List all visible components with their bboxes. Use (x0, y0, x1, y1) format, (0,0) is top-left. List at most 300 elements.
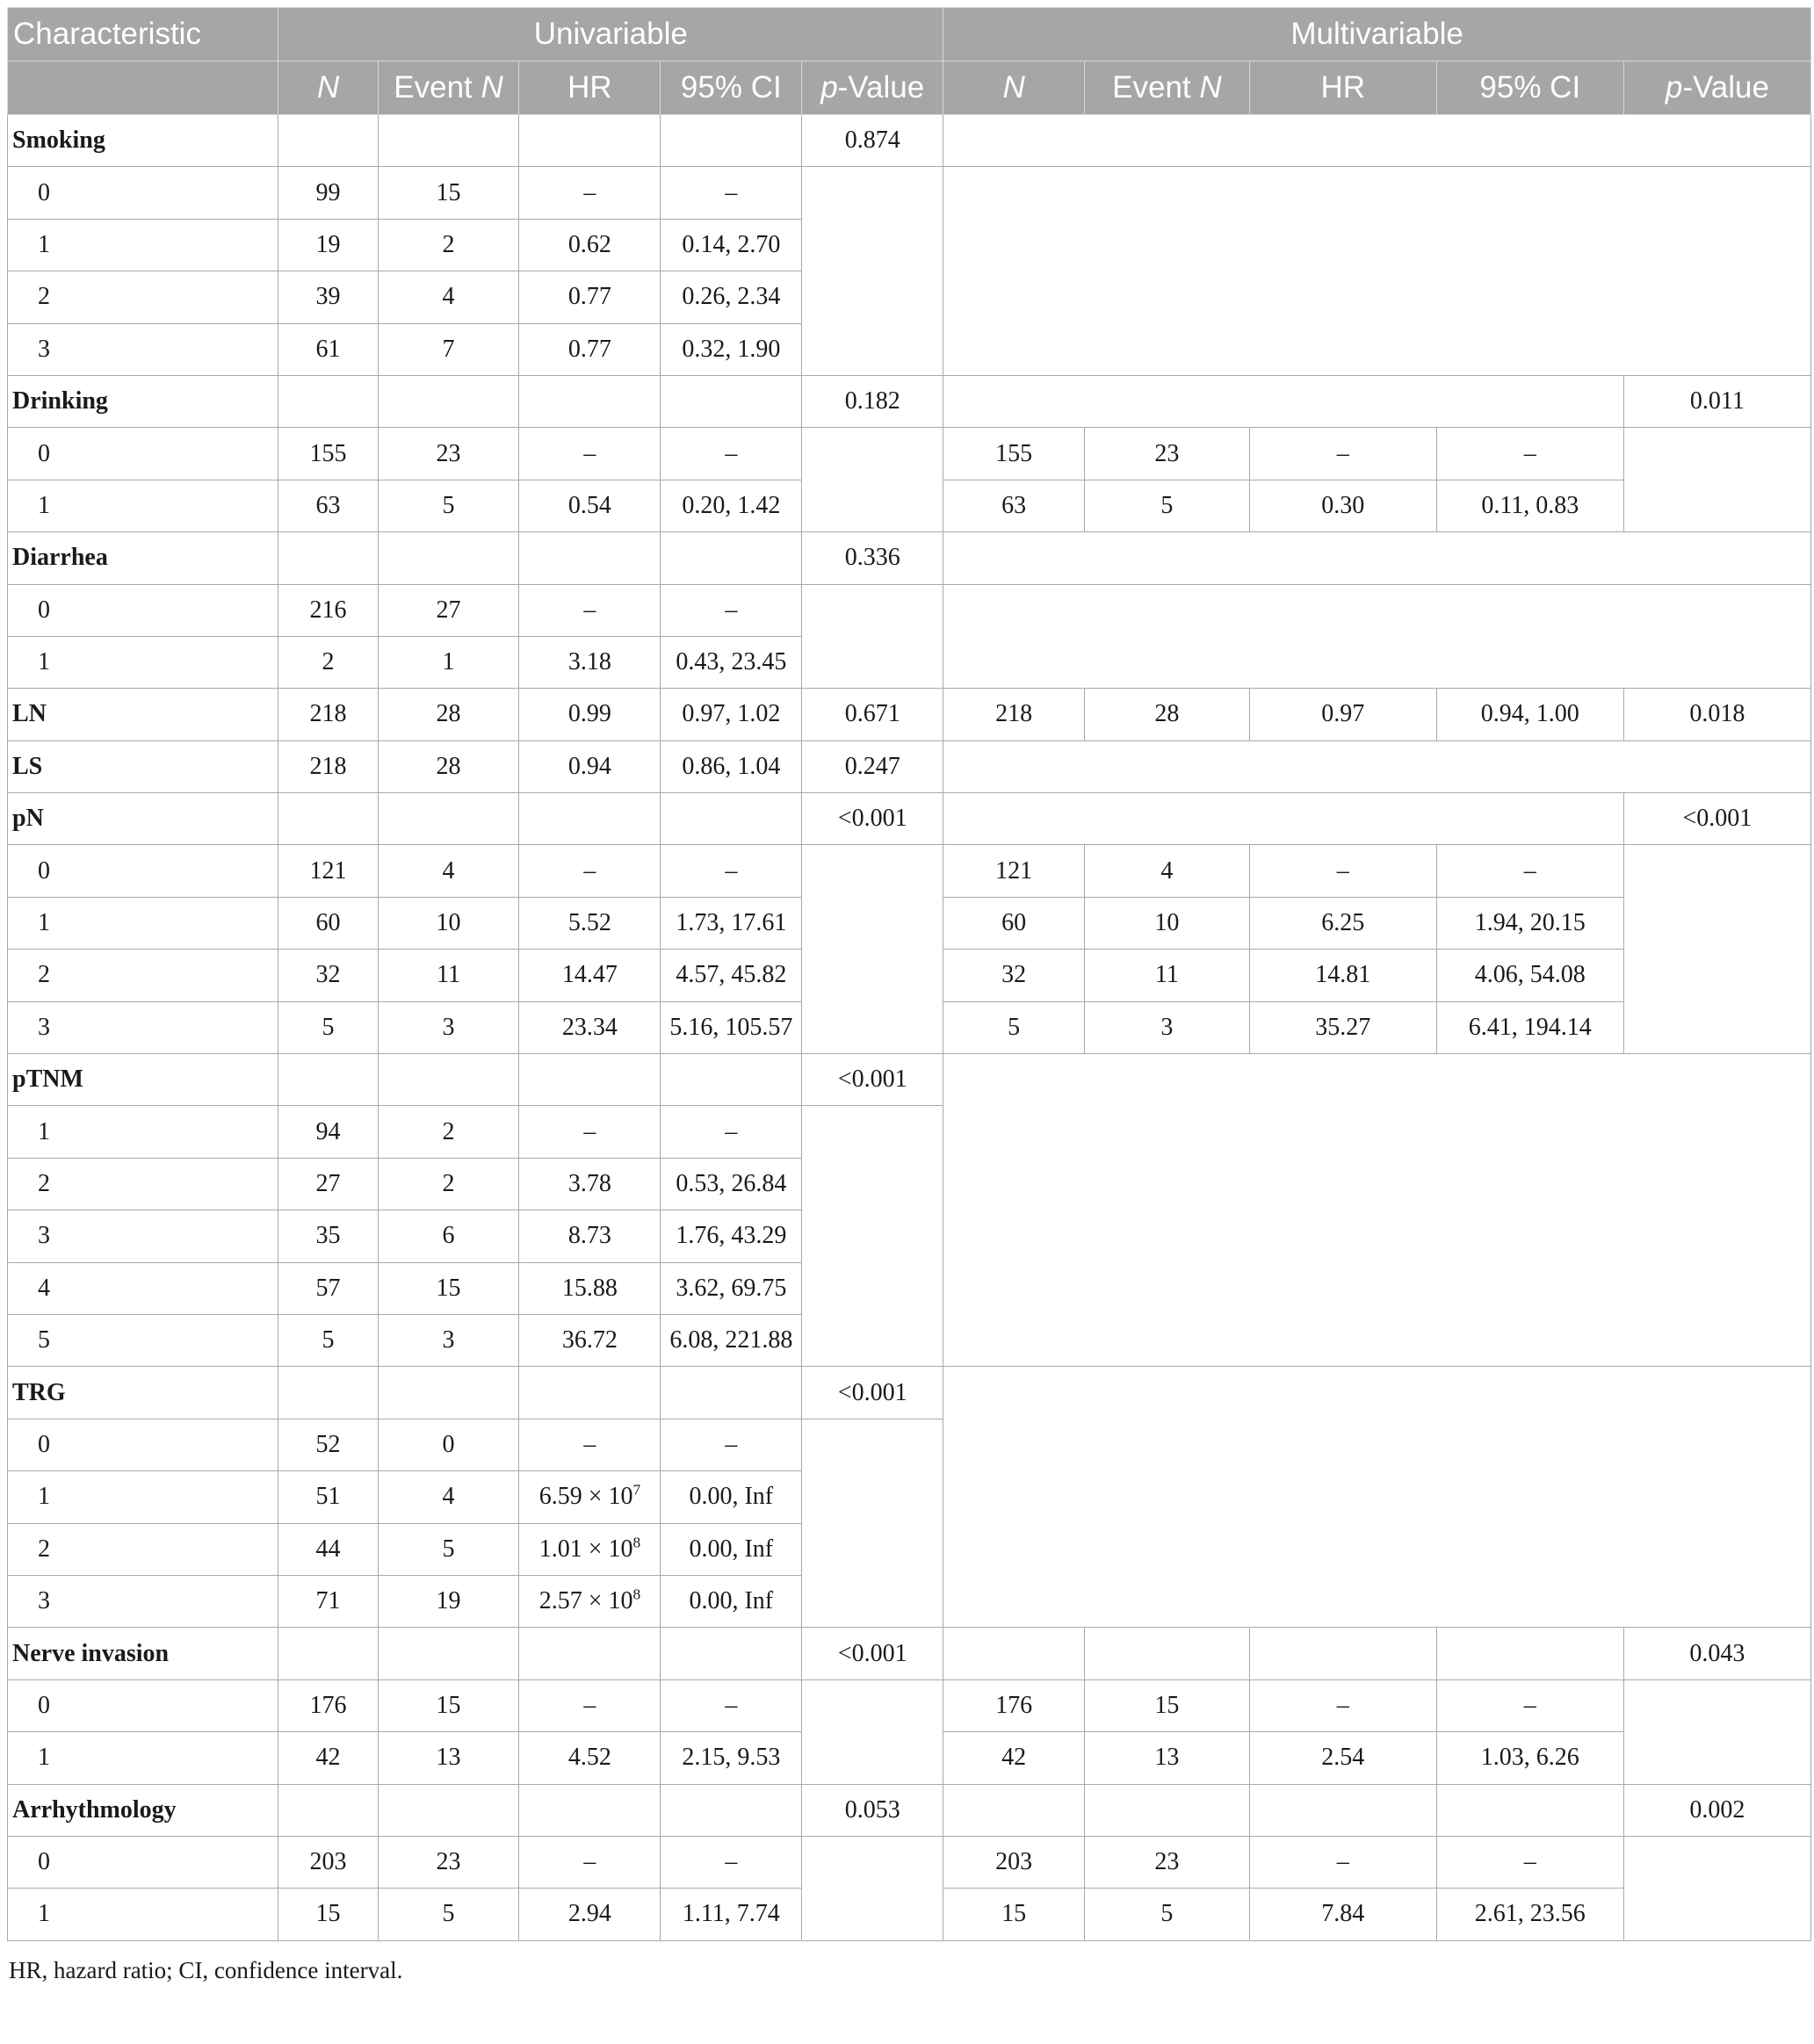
level-label: 2 (8, 950, 278, 1001)
univariable-p-value-header: p-Value (802, 61, 943, 115)
univariable-hr: 0.99 (519, 689, 661, 740)
multivariable-empty (943, 532, 1811, 584)
univariable-n: 44 (278, 1523, 378, 1575)
univariable-hr: 3.78 (519, 1158, 661, 1210)
univariable-p-value: <0.001 (802, 1054, 943, 1106)
empty-cell (661, 1628, 802, 1679)
empty-cell (661, 375, 802, 427)
univariable-p-value-empty (802, 428, 943, 532)
empty-cell (278, 1367, 378, 1419)
multivariable-event-n: 4 (1085, 845, 1250, 897)
multivariable-event-n: 5 (1085, 1889, 1250, 1940)
empty-cell (1436, 1628, 1623, 1679)
univariable-hr: 4.52 (519, 1732, 661, 1784)
univariable-event-n: 4 (378, 1471, 519, 1523)
univariable-header: Univariable (278, 8, 943, 61)
multivariable-p-value: 0.011 (1623, 375, 1810, 427)
univariable-p-value-empty (802, 1679, 943, 1784)
characteristic-header: Characteristic (8, 8, 278, 61)
univariable-hr: – (519, 428, 661, 480)
univariable-n: 19 (278, 219, 378, 271)
empty-cell (378, 375, 519, 427)
empty-cell (278, 1628, 378, 1679)
multivariable-event-n: 23 (1085, 428, 1250, 480)
univariable-event-n: 15 (378, 167, 519, 219)
univariable-hr: 0.77 (519, 271, 661, 323)
level-label: 0 (8, 845, 278, 897)
multivariable-empty (943, 167, 1811, 376)
multivariable-hr: 0.30 (1249, 480, 1436, 531)
univariable-hr: 3.18 (519, 636, 661, 688)
multivariable-empty (943, 1367, 1811, 1628)
table-page (7, 7, 1811, 1984)
univariable-event-n: 5 (378, 1523, 519, 1575)
univariable-ci: 1.73, 17.61 (661, 897, 802, 949)
univariable-ci: – (661, 1106, 802, 1158)
multivariable-p-value-empty (1623, 428, 1810, 532)
multivariable-n: 203 (943, 1836, 1085, 1888)
empty-cell (519, 1784, 661, 1836)
empty-cell (519, 1367, 661, 1419)
multivariable-event-n-header: Event N (1085, 61, 1250, 115)
univariable-n: 176 (278, 1679, 378, 1731)
univariable-event-n: 5 (378, 1889, 519, 1940)
univariable-hr: 5.52 (519, 897, 661, 949)
univariable-p-value-empty (802, 845, 943, 1054)
univariable-event-n: 11 (378, 950, 519, 1001)
multivariable-ci-header: 95% CI (1436, 61, 1623, 115)
univariable-n: 94 (278, 1106, 378, 1158)
univariable-hr: – (519, 1419, 661, 1470)
empty-cell (278, 1784, 378, 1836)
empty-cell (378, 115, 519, 167)
multivariable-n: 60 (943, 897, 1085, 949)
multivariable-ci: 0.94, 1.00 (1436, 689, 1623, 740)
univariable-p-value: <0.001 (802, 1628, 943, 1679)
multivariable-event-n: 11 (1085, 950, 1250, 1001)
table-body (8, 115, 1811, 1941)
multivariable-ci: 6.41, 194.14 (1436, 1001, 1623, 1053)
univariable-hr: 8.73 (519, 1210, 661, 1262)
univariable-hr: – (519, 1836, 661, 1888)
level-label: 0 (8, 1419, 278, 1470)
level-label: 0 (8, 1679, 278, 1731)
empty-cell (661, 1784, 802, 1836)
empty-cell (661, 115, 802, 167)
univariable-p-value-empty (802, 584, 943, 689)
univariable-ci: – (661, 428, 802, 480)
univariable-n: 216 (278, 584, 378, 636)
empty-cell (661, 1367, 802, 1419)
univariable-ci: 0.86, 1.04 (661, 740, 802, 792)
univariable-hr: $2.57 \times 10^8$ (519, 1575, 661, 1627)
univariable-n: 218 (278, 740, 378, 792)
univariable-n: 5 (278, 1001, 378, 1053)
multivariable-event-n: 10 (1085, 897, 1250, 949)
empty-cell (1085, 1784, 1250, 1836)
empty-cell (278, 115, 378, 167)
multivariable-p-value: <0.001 (1623, 793, 1810, 845)
univariable-n: 51 (278, 1471, 378, 1523)
univariable-hr: $6.59 \times 10^7$ (519, 1471, 661, 1523)
univariable-n: 2 (278, 636, 378, 688)
empty-cell (378, 793, 519, 845)
table-row (8, 428, 1811, 480)
univariable-ci: 0.32, 1.90 (661, 323, 802, 375)
empty-cell (943, 1784, 1085, 1836)
univariable-n: 42 (278, 1732, 378, 1784)
univariable-n-header: N (278, 61, 378, 115)
multivariable-ci: – (1436, 428, 1623, 480)
univariable-ci: 2.15, 9.53 (661, 1732, 802, 1784)
characteristic-subheader (8, 61, 278, 115)
univariable-n: 15 (278, 1889, 378, 1940)
level-label: 0 (8, 428, 278, 480)
univariable-p-value: 0.247 (802, 740, 943, 792)
multivariable-ci: 4.06, 54.08 (1436, 950, 1623, 1001)
variable-label: LS (8, 740, 278, 792)
univariable-hr: $1.01 \times 10^8$ (519, 1523, 661, 1575)
multivariable-ci: 2.61, 23.56 (1436, 1889, 1623, 1940)
empty-cell (378, 1054, 519, 1106)
level-label: 1 (8, 1732, 278, 1784)
univariable-n: 52 (278, 1419, 378, 1470)
univariable-hr: – (519, 167, 661, 219)
multivariable-hr: – (1249, 845, 1436, 897)
univariable-p-value: 0.053 (802, 1784, 943, 1836)
univariable-hr: 0.94 (519, 740, 661, 792)
header-column-row (8, 61, 1811, 115)
multivariable-hr: 0.97 (1249, 689, 1436, 740)
multivariable-p-value: 0.002 (1623, 1784, 1810, 1836)
univariable-n: 57 (278, 1262, 378, 1314)
variable-label: pTNM (8, 1054, 278, 1106)
multivariable-ci: – (1436, 1836, 1623, 1888)
univariable-event-n: 4 (378, 845, 519, 897)
univariable-ci: 3.62, 69.75 (661, 1262, 802, 1314)
table-row (8, 793, 1811, 845)
variable-label: pN (8, 793, 278, 845)
multivariable-n-header: N (943, 61, 1085, 115)
table-row (8, 584, 1811, 636)
univariable-n: 155 (278, 428, 378, 480)
univariable-n: 35 (278, 1210, 378, 1262)
table-row (8, 115, 1811, 167)
multivariable-event-n: 28 (1085, 689, 1250, 740)
univariable-ci: 0.00, Inf (661, 1471, 802, 1523)
univariable-ci: 4.57, 45.82 (661, 950, 802, 1001)
univariable-p-value-empty (802, 1106, 943, 1367)
multivariable-event-n: 3 (1085, 1001, 1250, 1053)
univariable-event-n-header: Event N (378, 61, 519, 115)
level-label: 1 (8, 480, 278, 531)
level-label: 1 (8, 897, 278, 949)
variable-label: TRG (8, 1367, 278, 1419)
level-label: 1 (8, 1106, 278, 1158)
univariable-event-n: 4 (378, 271, 519, 323)
header-group-row (8, 8, 1811, 61)
level-label: 0 (8, 1836, 278, 1888)
univariable-n: 27 (278, 1158, 378, 1210)
table-row (8, 1836, 1811, 1888)
empty-cell (519, 375, 661, 427)
multivariable-hr: – (1249, 1679, 1436, 1731)
univariable-n: 121 (278, 845, 378, 897)
univariable-n: 63 (278, 480, 378, 531)
univariable-event-n: 3 (378, 1001, 519, 1053)
univariable-hr: 2.94 (519, 1889, 661, 1940)
univariable-ci: 6.08, 221.88 (661, 1314, 802, 1366)
multivariable-p-value-header: p-Value (1623, 61, 1810, 115)
univariable-p-value-empty (802, 1836, 943, 1940)
univariable-ci: 0.14, 2.70 (661, 219, 802, 271)
univariable-ci: – (661, 1419, 802, 1470)
univariable-n: 32 (278, 950, 378, 1001)
empty-cell (519, 532, 661, 584)
table-row (8, 689, 1811, 740)
multivariable-p-value-empty (1623, 1836, 1810, 1940)
empty-cell (519, 115, 661, 167)
level-label: 1 (8, 219, 278, 271)
multivariable-p-value: 0.018 (1623, 689, 1810, 740)
empty-cell (378, 532, 519, 584)
univariable-n: 99 (278, 167, 378, 219)
empty-cell (661, 532, 802, 584)
univariable-hr: 14.47 (519, 950, 661, 1001)
empty-cell (519, 1628, 661, 1679)
univariable-hr: 23.34 (519, 1001, 661, 1053)
univariable-hr: 0.62 (519, 219, 661, 271)
univariable-ci: – (661, 167, 802, 219)
univariable-event-n: 7 (378, 323, 519, 375)
multivariable-hr: 2.54 (1249, 1732, 1436, 1784)
univariable-ci: 1.76, 43.29 (661, 1210, 802, 1262)
empty-cell (278, 532, 378, 584)
univariable-ci: 0.00, Inf (661, 1575, 802, 1627)
multivariable-header: Multivariable (943, 8, 1811, 61)
univariable-n: 39 (278, 271, 378, 323)
variable-label: Arrhythmology (8, 1784, 278, 1836)
regression-table (7, 7, 1811, 1941)
level-label: 5 (8, 1314, 278, 1366)
table-row (8, 1679, 1811, 1731)
multivariable-n: 42 (943, 1732, 1085, 1784)
univariable-n: 203 (278, 1836, 378, 1888)
table-row (8, 845, 1811, 897)
univariable-event-n: 19 (378, 1575, 519, 1627)
univariable-event-n: 1 (378, 636, 519, 688)
table-row (8, 1784, 1811, 1836)
univariable-event-n: 15 (378, 1262, 519, 1314)
multivariable-hr: 35.27 (1249, 1001, 1436, 1053)
multivariable-ci: – (1436, 1679, 1623, 1731)
empty-cell (519, 1054, 661, 1106)
univariable-event-n: 3 (378, 1314, 519, 1366)
univariable-n: 61 (278, 323, 378, 375)
univariable-ci: 0.26, 2.34 (661, 271, 802, 323)
empty-cell (378, 1628, 519, 1679)
multivariable-n: 32 (943, 950, 1085, 1001)
variable-label: Nerve invasion (8, 1628, 278, 1679)
univariable-p-value-empty (802, 1419, 943, 1628)
univariable-event-n: 2 (378, 219, 519, 271)
univariable-event-n: 0 (378, 1419, 519, 1470)
multivariable-ci: 1.94, 20.15 (1436, 897, 1623, 949)
level-label: 3 (8, 323, 278, 375)
multivariable-hr: – (1249, 428, 1436, 480)
multivariable-hr-header: HR (1249, 61, 1436, 115)
table-footnote: HR, hazard ratio; CI, confidence interval. (9, 1956, 403, 1983)
multivariable-n: 5 (943, 1001, 1085, 1053)
univariable-ci: 1.11, 7.74 (661, 1889, 802, 1940)
multivariable-empty (943, 115, 1811, 167)
univariable-n: 5 (278, 1314, 378, 1366)
univariable-event-n: 23 (378, 1836, 519, 1888)
multivariable-empty (943, 1054, 1811, 1367)
multivariable-event-n: 5 (1085, 480, 1250, 531)
level-label: 2 (8, 271, 278, 323)
univariable-ci: 0.00, Inf (661, 1523, 802, 1575)
univariable-ci-header: 95% CI (661, 61, 802, 115)
univariable-hr: – (519, 845, 661, 897)
univariable-ci: – (661, 1836, 802, 1888)
multivariable-hr: – (1249, 1836, 1436, 1888)
univariable-hr: – (519, 1679, 661, 1731)
empty-cell (943, 375, 1624, 427)
empty-cell (661, 793, 802, 845)
level-label: 1 (8, 1889, 278, 1940)
multivariable-event-n: 23 (1085, 1836, 1250, 1888)
table-row (8, 1054, 1811, 1106)
univariable-event-n: 28 (378, 689, 519, 740)
empty-cell (278, 1054, 378, 1106)
table-row (8, 1367, 1811, 1419)
multivariable-ci: 1.03, 6.26 (1436, 1732, 1623, 1784)
univariable-hr: – (519, 1106, 661, 1158)
univariable-hr: 0.54 (519, 480, 661, 531)
univariable-ci: – (661, 1679, 802, 1731)
variable-label: Diarrhea (8, 532, 278, 584)
multivariable-p-value: 0.043 (1623, 1628, 1810, 1679)
table-header (8, 8, 1811, 115)
univariable-p-value: 0.874 (802, 115, 943, 167)
table-row (8, 167, 1811, 219)
level-label: 3 (8, 1575, 278, 1627)
univariable-event-n: 13 (378, 1732, 519, 1784)
empty-cell (1249, 1784, 1436, 1836)
multivariable-event-n: 13 (1085, 1732, 1250, 1784)
level-label: 0 (8, 167, 278, 219)
multivariable-p-value-empty (1623, 845, 1810, 1054)
level-label: 1 (8, 1471, 278, 1523)
univariable-hr: 15.88 (519, 1262, 661, 1314)
univariable-p-value: 0.671 (802, 689, 943, 740)
level-label: 2 (8, 1158, 278, 1210)
empty-cell (278, 375, 378, 427)
univariable-p-value: 0.182 (802, 375, 943, 427)
univariable-ci: 0.20, 1.42 (661, 480, 802, 531)
multivariable-n: 121 (943, 845, 1085, 897)
univariable-hr: 36.72 (519, 1314, 661, 1366)
multivariable-ci: 0.11, 0.83 (1436, 480, 1623, 531)
multivariable-n: 218 (943, 689, 1085, 740)
univariable-event-n: 5 (378, 480, 519, 531)
univariable-n: 60 (278, 897, 378, 949)
univariable-event-n: 28 (378, 740, 519, 792)
variable-label: LN (8, 689, 278, 740)
multivariable-empty (943, 740, 1811, 792)
univariable-ci: 0.97, 1.02 (661, 689, 802, 740)
univariable-event-n: 2 (378, 1106, 519, 1158)
univariable-p-value: 0.336 (802, 532, 943, 584)
empty-cell (943, 1628, 1085, 1679)
empty-cell (1085, 1628, 1250, 1679)
multivariable-empty (943, 584, 1811, 689)
univariable-event-n: 15 (378, 1679, 519, 1731)
univariable-p-value: <0.001 (802, 1367, 943, 1419)
multivariable-event-n: 15 (1085, 1679, 1250, 1731)
univariable-p-value-empty (802, 167, 943, 376)
level-label: 3 (8, 1210, 278, 1262)
univariable-event-n: 23 (378, 428, 519, 480)
univariable-event-n: 10 (378, 897, 519, 949)
univariable-hr-header: HR (519, 61, 661, 115)
empty-cell (278, 793, 378, 845)
variable-label: Drinking (8, 375, 278, 427)
univariable-p-value: <0.001 (802, 793, 943, 845)
multivariable-hr: 14.81 (1249, 950, 1436, 1001)
univariable-event-n: 27 (378, 584, 519, 636)
level-label: 3 (8, 1001, 278, 1053)
level-label: 1 (8, 636, 278, 688)
empty-cell (378, 1784, 519, 1836)
univariable-event-n: 6 (378, 1210, 519, 1262)
empty-cell (1436, 1784, 1623, 1836)
multivariable-ci: – (1436, 845, 1623, 897)
empty-cell (1249, 1628, 1436, 1679)
empty-cell (378, 1367, 519, 1419)
empty-cell (943, 793, 1624, 845)
univariable-ci: – (661, 584, 802, 636)
multivariable-n: 63 (943, 480, 1085, 531)
empty-cell (519, 793, 661, 845)
univariable-ci: – (661, 845, 802, 897)
multivariable-n: 176 (943, 1679, 1085, 1731)
table-row (8, 532, 1811, 584)
level-label: 4 (8, 1262, 278, 1314)
level-label: 0 (8, 584, 278, 636)
empty-cell (661, 1054, 802, 1106)
multivariable-n: 15 (943, 1889, 1085, 1940)
multivariable-hr: 6.25 (1249, 897, 1436, 949)
multivariable-p-value-empty (1623, 1679, 1810, 1784)
univariable-n: 218 (278, 689, 378, 740)
multivariable-n: 155 (943, 428, 1085, 480)
multivariable-hr: 7.84 (1249, 1889, 1436, 1940)
table-row (8, 1628, 1811, 1679)
univariable-hr: – (519, 584, 661, 636)
level-label: 2 (8, 1523, 278, 1575)
table-row (8, 740, 1811, 792)
table-row (8, 375, 1811, 427)
univariable-hr: 0.77 (519, 323, 661, 375)
univariable-ci: 0.53, 26.84 (661, 1158, 802, 1210)
univariable-n: 71 (278, 1575, 378, 1627)
univariable-ci: 5.16, 105.57 (661, 1001, 802, 1053)
variable-label: Smoking (8, 115, 278, 167)
univariable-ci: 0.43, 23.45 (661, 636, 802, 688)
univariable-event-n: 2 (378, 1158, 519, 1210)
